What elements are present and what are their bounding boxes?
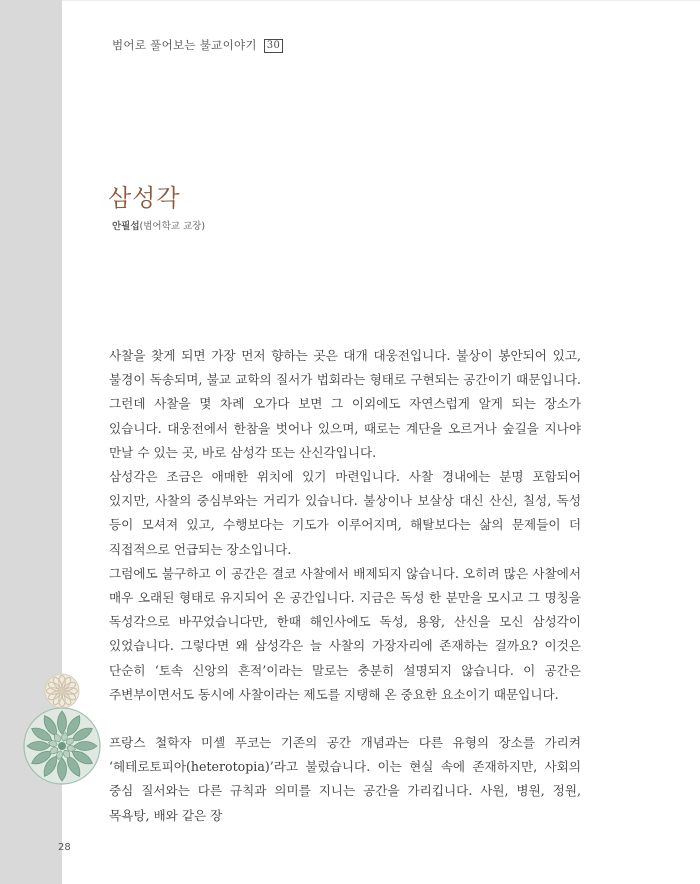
running-header — [112, 37, 283, 53]
header-rule — [62, 0, 700, 1]
body-paragraph: 삼성각은 조금은 애매한 위치에 있기 마련입니다. 사찰 경내에는 분명 포함되어 있지만, 사찰의 중심부와는 거리가 있습니다. 불상이나 보살상 대신 산신, 칠성, 독성 등이 모셔져 있고, 수행보다는 기도가 이루어지며, 해탈보다는 삶의 문제들이 더 직접적으로 언급되는 장소입니다. — [109, 469, 581, 557]
body-paragraph: 그럼에도 불구하고 이 공간은 결코 사찰에서 배제되지 않습니다. 오히려 많은 사찰에서 매우 오래된 형태로 유지되어 온 공간입니다. 지금은 독성 한 분만을 모시고 그 명칭을 독성각으로 바꾸었습니다만, 한때 해인사에도 독성, 용왕, 산신을 모신 삼성각이 있었습니다. 그렇다면 왜 삼성각은 늘 사찰의 가장자리에 존재하는 걸까요? 이것은 단순히 ‘토속 신앙의 흔적’이라는 말로는 충분히 설명되지 않습니다. 이 공간은 주변부이면서도 동시에 사찰이라는 제도를 지탱해 온 중요한 요소이기 때문입니다. — [109, 565, 581, 702]
author-name: 안필섭 — [112, 221, 140, 232]
series-title: 범어로 풀어보는 불교이야기 — [112, 38, 257, 52]
author-affiliation: (범어학교 교장) — [139, 221, 206, 232]
page-number: 28 — [58, 842, 71, 853]
author-byline — [112, 218, 205, 232]
body-paragraph: 프랑스 철학자 미셸 푸코는 기존의 공간 개념과는 다른 유형의 장소를 가리켜 ‘헤테로토피아(heterotopia)’라고 불렀습니다. 이는 현실 속에 존재하지만, 사회의 중심 질서와는 다른 규칙과 의미를 지니는 공간을 가리킵니다. 사원, 병원, 정원, 목욕탕, 배와 같은 장 — [109, 735, 581, 823]
article-body — [109, 344, 581, 828]
article-title: 삼성각 — [108, 184, 181, 212]
lotus-ornament-large-icon — [22, 706, 102, 786]
body-paragraph: 사찰을 찾게 되면 가장 먼저 향하는 곳은 대개 대웅전입니다. 불상이 봉안되어 있고, 불경이 독송되며, 불교 교학의 질서가 법회라는 형태로 구현되는 공간이기 때문입니다. 그런데 사찰을 몇 차례 오가다 보면 그 이외에도 자연스럽게 알게 되는 장소가 있습니다. 대웅전에서 한참을 벗어나 있으며, 때로는 계단을 오르거나 숲길을 지나야 만날 수 있는 곳, 바로 삼성각 또는 산신각입니다. — [109, 348, 581, 460]
lotus-ornament-small-icon — [42, 671, 82, 711]
issue-number: 30 — [264, 39, 283, 53]
